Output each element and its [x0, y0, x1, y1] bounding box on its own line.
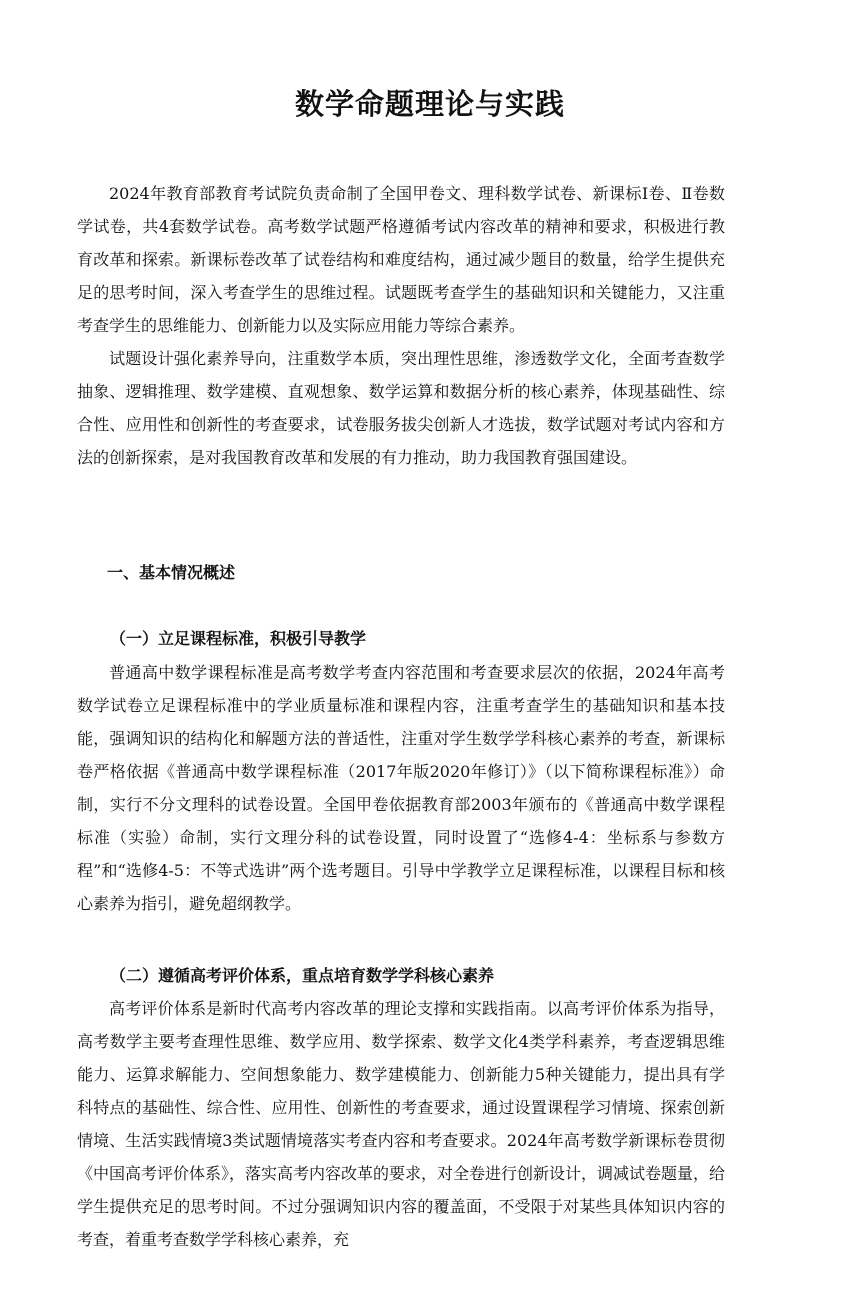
intro-paragraph-1: 2024年教育部教育考试院负责命制了全国甲卷文、理科数学试卷、新课标Ⅰ卷、Ⅱ卷数学试卷，共4套数学试卷。高考数学试题严格遵循考试内容改革的精神和要求，积极进行教育改革和探索。新课标卷改革了试卷结构和难度结构，通过减少题目的数量，给学生提供充足的思考时间，深入考查学生的思维过程。试题既考查学生的基础知识和关键能力，又注重考查学生的思维能力、创新能力以及实际应用能力等综合素养。 — [77, 184, 725, 335]
subsection-paragraph-2: 高考评价体系是新时代高考内容改革的理论支撑和实践指南。以高考评价体系为指导，高考数学主要考查理性思维、数学应用、数学探索、数学文化4类学科素养，考查逻辑思维能力、运算求解能力、空间想象能力、数学建模能力、创新能力5种关键能力，提出具有学科特点的基础性、综合性、应用性、创新性的考查要求，通过设置课程学习情境、探索创新情境、生活实践情境3类试题情境落实考查内容和考查要求。2024年高考数学新课标卷贯彻《中国高考评价体系》，落实高考内容改革的要求，对全卷进行创新设计，调减试卷题量，给学生提供充足的思考时间。不过分强调知识内容的覆盖面，不受限于对某些具体知识内容的考查，着重考查数学学科核心素养，充 — [77, 999, 726, 1249]
section-heading: 一、基本情况概述 — [107, 563, 236, 582]
subsection-heading-2: （二）遵循高考评价体系，重点培育数学学科核心素养 — [110, 966, 495, 985]
intro-paragraph-2: 试题设计强化素养导向，注重数学本质，突出理性思维，渗透数学文化，全面考查数学抽象、逻辑推理、数学建模、直观想象、数学运算和数据分析的核心素养，体现基础性、综合性、应用性和创新性的考查要求，试卷服务拔尖创新人才选拔，数学试题对考试内容和方法的创新探索，是对我国教育改革和发展的有力推动，助力我国教育强国建设。 — [77, 349, 725, 467]
subsection-heading-1: （一）立足课程标准，积极引导教学 — [110, 629, 367, 648]
subsection-paragraph-1: 普通高中数学课程标准是高考数学考查内容范围和考查要求层次的依据，2024年高考数学试卷立足课程标准中的学业质量标准和课程内容，注重考查学生的基础知识和基本技能，强调知识的结构化和解题方法的普适性，注重对学生数学学科核心素养的考查，新课标卷严格依据《普通高中数学课程标准（2017年版2020年修订）》（以下简称课程标准》）命制，实行不分文理科的试卷设置。全国甲卷依据教育部2003年颁布的《普通高中数学课程标准（实验）命制，实行文理分科的试卷设置，同时设置了“选修4-4：坐标系与参数方程”和“选修4-5：不等式选讲”两个选考题目。引导中学教学立足课程标准，以课程目标和核心素养为指引，避免超纲教学。 — [77, 663, 725, 913]
document-title: 数学命题理论与实践 — [294, 87, 565, 121]
